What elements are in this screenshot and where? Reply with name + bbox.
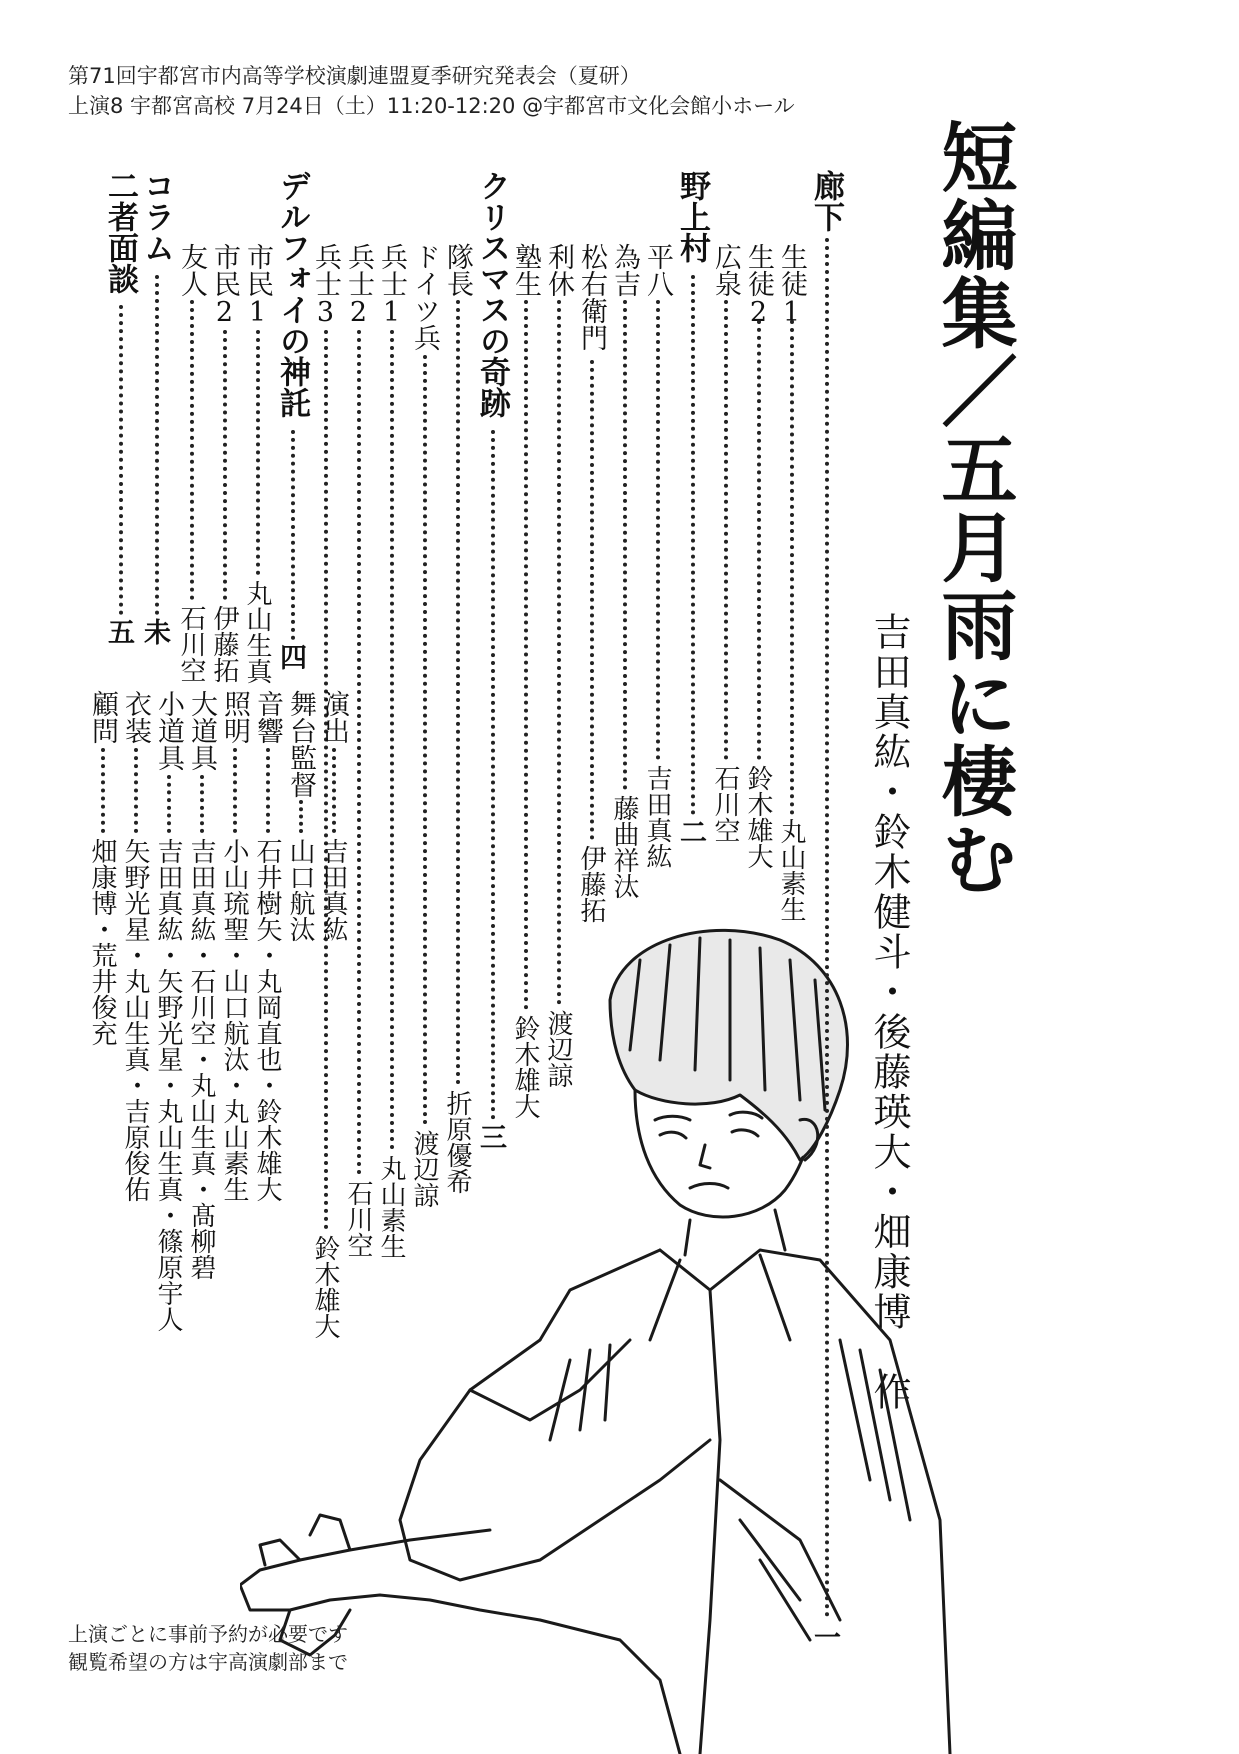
leader-dots bbox=[332, 748, 336, 833]
leader-dots bbox=[155, 275, 159, 615]
leader-dots bbox=[233, 748, 237, 833]
staff-role: 照明 bbox=[219, 690, 250, 744]
cast-role: 利休 bbox=[543, 243, 574, 297]
piece-title-5: コラム bbox=[138, 170, 174, 263]
staff-role: 顧問 bbox=[87, 690, 118, 744]
staff-role: 舞台監督 bbox=[285, 690, 316, 798]
cast-actor: 伊藤拓 bbox=[209, 605, 239, 683]
piece-title-1: 廊下 bbox=[808, 170, 844, 232]
piece-title-3: クリスマスの奇跡 bbox=[474, 170, 510, 418]
leader-dots bbox=[557, 300, 561, 1005]
staff-names: 石井樹矢・丸岡直也・鈴木雄大 bbox=[252, 838, 282, 1202]
staff-role: 大道具 bbox=[186, 690, 217, 771]
piece-number-2: 二 bbox=[675, 818, 706, 845]
piece-title-2: 野上村 bbox=[674, 170, 710, 263]
cast-actor: 石川空 bbox=[176, 605, 206, 683]
cast-role: 市民1 bbox=[242, 243, 273, 328]
staff-names: 畑康博・荒井俊充 bbox=[87, 838, 117, 1046]
leader-dots bbox=[623, 300, 627, 790]
leader-dots bbox=[291, 430, 295, 640]
cast-role: 生徒2 bbox=[743, 243, 774, 328]
cast-role: 平八 bbox=[642, 243, 673, 297]
cast-actor: 石川空 bbox=[710, 765, 740, 843]
staff-names: 吉田真紘・石川空・丸山生真・髙柳碧 bbox=[186, 838, 216, 1280]
cast-role: 為吉 bbox=[609, 243, 640, 297]
cast-actor: 渡辺諒 bbox=[409, 1130, 439, 1208]
leader-dots bbox=[491, 430, 495, 1120]
cast-role: 友人 bbox=[176, 243, 207, 297]
leader-dots bbox=[200, 775, 204, 833]
cast-actor: 藤曲祥汰 bbox=[609, 795, 639, 899]
cast-actor: 鈴木雄大 bbox=[510, 1015, 540, 1119]
reservation-note: 上演ごとに事前予約が必要です bbox=[68, 1622, 348, 1646]
leader-dots bbox=[357, 330, 361, 1175]
staff-names: 山口航汰 bbox=[285, 838, 315, 942]
piece-title-6: 二者面談 bbox=[102, 170, 138, 294]
leader-dots bbox=[101, 748, 105, 833]
cast-actor: 鈴木雄大 bbox=[310, 1235, 340, 1339]
leader-dots bbox=[790, 320, 794, 815]
cast-role: 生徒1 bbox=[776, 243, 807, 328]
staff-role: 小道具 bbox=[153, 690, 184, 771]
leader-dots bbox=[456, 300, 460, 1085]
cast-actor: 石川空 bbox=[343, 1180, 373, 1258]
staff-role: 演出 bbox=[318, 690, 349, 744]
piece-number-5: 未 bbox=[139, 618, 170, 645]
boy-illustration bbox=[240, 920, 960, 1754]
piece-number-4: 四 bbox=[275, 643, 306, 670]
leader-dots bbox=[190, 300, 194, 600]
leader-dots bbox=[167, 775, 171, 833]
cast-actor: 丸山素生 bbox=[776, 818, 806, 922]
staff-names: 吉田真紘・矢野光星・丸山生真・篠原宇人 bbox=[153, 838, 183, 1332]
leader-dots bbox=[524, 300, 528, 1010]
staff-role: 音響 bbox=[252, 690, 283, 744]
leader-dots bbox=[423, 355, 427, 1125]
cast-role: 塾生 bbox=[510, 243, 541, 297]
piece-number-1: 一 bbox=[809, 1623, 840, 1650]
cast-actor: 渡辺諒 bbox=[543, 1010, 573, 1088]
cast-role: 兵士2 bbox=[343, 243, 374, 328]
staff-names: 小山琉聖・山口航汰・丸山素生 bbox=[219, 838, 249, 1202]
cast-actor: 吉田真紘 bbox=[642, 765, 672, 869]
cast-actor: 折原優希 bbox=[442, 1090, 472, 1194]
leader-dots bbox=[134, 748, 138, 833]
leader-dots bbox=[757, 320, 761, 760]
contact-note: 観覧希望の方は宇高演劇部まで bbox=[68, 1650, 348, 1674]
piece-number-6: 五 bbox=[103, 618, 134, 645]
leader-dots bbox=[825, 238, 829, 1618]
leader-dots bbox=[299, 800, 303, 833]
piece-title-4: デルフォイの神託 bbox=[274, 170, 310, 418]
cast-role: 兵士3 bbox=[310, 243, 341, 328]
staff-role: 衣装 bbox=[120, 690, 151, 744]
performance-info: 上演8 宇都宮高校 7月24日（土）11:20-12:20 @宇都宮市文化会館小ホール bbox=[68, 94, 795, 118]
cast-role: ドイツ兵 bbox=[409, 243, 440, 351]
main-title: 短編集／五月雨に棲む bbox=[929, 118, 1018, 898]
leader-dots bbox=[691, 275, 695, 815]
leader-dots bbox=[223, 330, 227, 600]
cast-role: 広泉 bbox=[710, 243, 741, 297]
leader-dots bbox=[266, 748, 270, 833]
cast-actor: 丸山素生 bbox=[376, 1155, 406, 1259]
leader-dots bbox=[256, 330, 260, 575]
event-title: 第71回宇都宮市内高等学校演劇連盟夏季研究発表会（夏研） bbox=[68, 64, 641, 88]
leader-dots bbox=[324, 330, 328, 1230]
cast-role: 松右衛門 bbox=[576, 243, 607, 351]
cast-actor: 鈴木雄大 bbox=[743, 765, 773, 869]
staff-names: 矢野光星・丸山生真・吉原俊佑 bbox=[120, 838, 150, 1202]
staff-names: 吉田真紘 bbox=[318, 838, 348, 942]
cast-actor: 伊藤拓 bbox=[576, 845, 606, 923]
leader-dots bbox=[656, 300, 660, 760]
cast-role: 兵士1 bbox=[376, 243, 407, 328]
cast-actor: 丸山生真 bbox=[242, 580, 272, 684]
leader-dots bbox=[119, 305, 123, 615]
cast-role: 市民2 bbox=[209, 243, 240, 328]
authors-credit: 吉田真紘・鈴木健斗・後藤瑛大・畑康博 作 bbox=[867, 612, 911, 1412]
cast-role: 隊長 bbox=[442, 243, 473, 297]
leader-dots bbox=[724, 300, 728, 760]
leader-dots bbox=[590, 360, 594, 840]
leader-dots bbox=[390, 330, 394, 1150]
piece-number-3: 三 bbox=[475, 1123, 506, 1150]
